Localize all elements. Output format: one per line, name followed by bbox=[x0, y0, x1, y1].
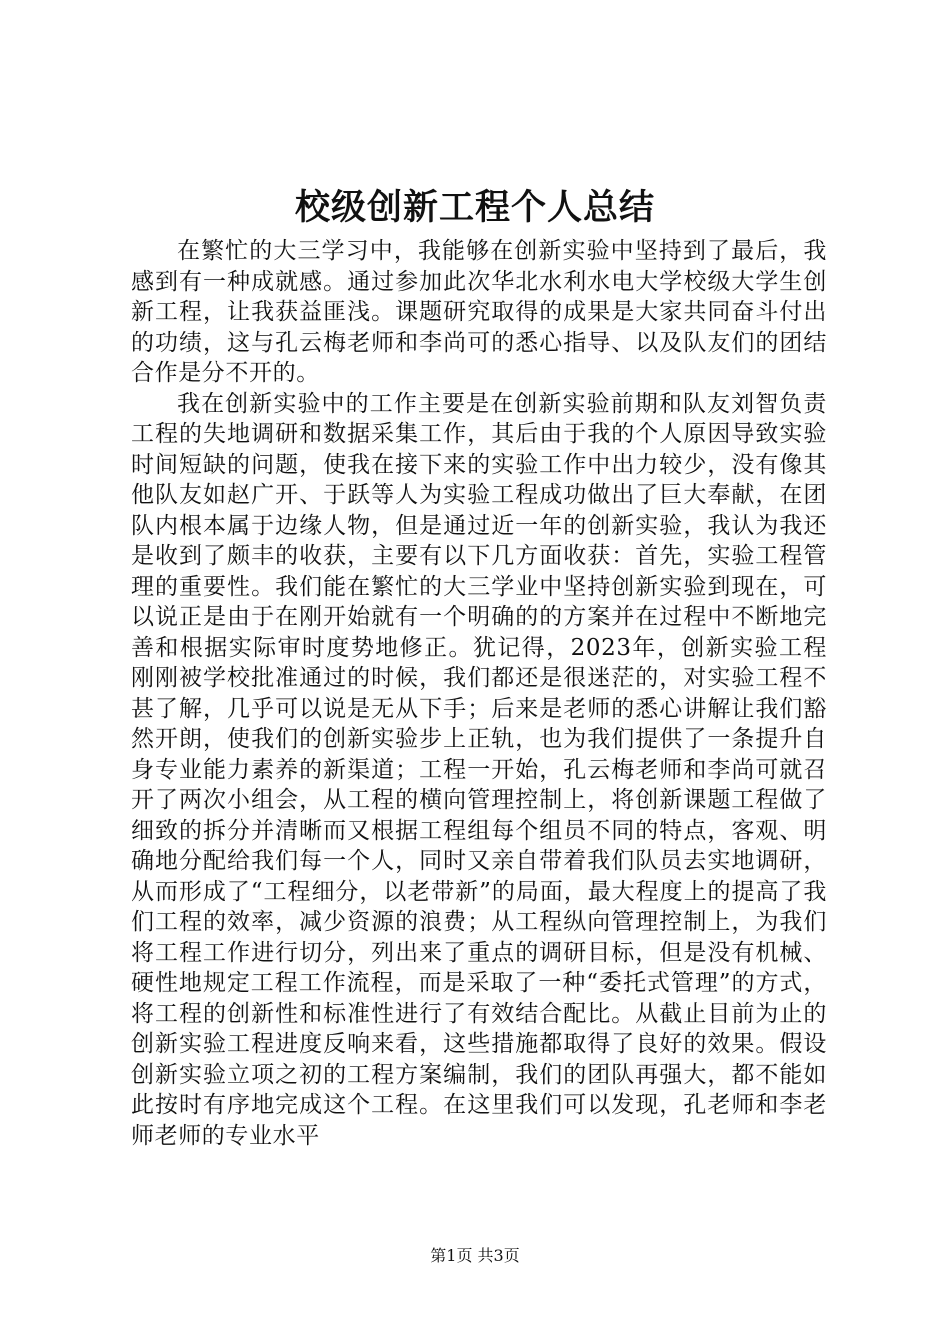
document-title: 校级创新工程个人总结 bbox=[294, 187, 655, 228]
document-body bbox=[131, 236, 827, 1151]
paragraph-intro: 在繁忙的大三学习中，我能够在创新实验中坚持到了最后，我感到有一种成就感。通过参加此次华北水利水电大学校级大学生创新工程，让我获益匪浅。课题研究取得的成果是大家共同奋斗付出的功绩，这与孔云梅老师和李尚可的悉心指导、以及队友们的团结合作是分不开的。 bbox=[131, 238, 827, 386]
page-number-footer: 第1页 共3页 bbox=[430, 1246, 520, 1265]
paragraph-work-summary: 我在创新实验中的工作主要是在创新实验前期和队友刘智负责工程的失地调研和数据采集工作，其后由于我的个人原因导致实验时间短缺的问题，使我在接下来的实验工作中出力较少，没有像其他队友如赵广开、于跃等人为实验工程成功做出了巨大奉献，在团队内根本属于边缘人物，但是通过近一年的创新实验，我认为我还是收到了颇丰的收获，主要有以下几方面收获：首先，实验工程管理的重要性。我们能在繁忙的大三学业中坚持创新实验到现在，可以说正是由于在刚开始就有一个明确的的方案并在过程中不断地完善和根据实际审时度势地修正。犹记得，2023年，创新实验工程刚刚被学校批准通过的时候，我们都还是很迷茫的，对实验工程不甚了解，几乎可以说是无从下手；后来是老师的悉心讲解让我们豁然开朗，使我们的创新实验步上正轨，也为我们提供了一条提升自身专业能力素养的新渠道；工程一开始，孔云梅老师和李尚可就召开了两次小组会，从工程的横向管理控制上，将创新课题工程做了细致的拆分并清晰而又根据工程组每个组员不同的特点，客观、明确地分配给我们每一个人，同时又亲自带着我们队员去实地调研，从而形成了“工程细分，以老带新”的局面，最大程度上的提高了我们工程的效率，减少资源的浪费；从工程纵向管理控制上，为我们将工程工作进行切分，列出来了重点的调研目标，但是没有机械、硬性地规定工程工作流程，而是采取了一种“委托式管理”的方式，将工程的创新性和标准性进行了有效结合配比。从截止目前为止的创新实验工程进度反响来看，这些措施都取得了良好的效果。假设创新实验立项之初的工程方案编制，我们的团队再强大，都不能如此按时有序地完成这个工程。在这里我们可以发现，孔老师和李老师老师的专业水平 bbox=[131, 390, 827, 1149]
